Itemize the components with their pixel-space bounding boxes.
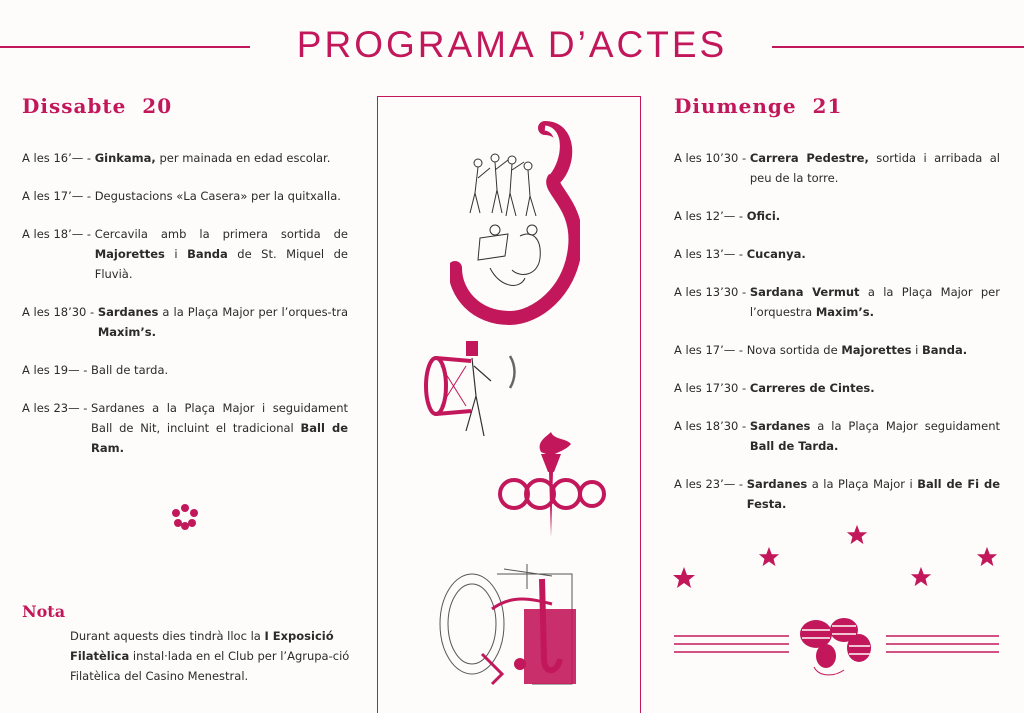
saturday-event-row bbox=[22, 186, 348, 206]
event-description: Sardana Vermut a la Plaça Major per l’orquestra Maxim’s. bbox=[749, 285, 1000, 319]
bold-text: Ginkama, bbox=[94, 151, 156, 165]
event-description: Sardanes a la Plaça Major i Ball de Fi de Festa. bbox=[746, 477, 1000, 511]
event-description bbox=[747, 244, 806, 264]
saturday-event-row bbox=[22, 148, 348, 168]
bold-text: Banda bbox=[187, 247, 228, 261]
dancers-guitar-illustration bbox=[450, 118, 580, 328]
bold-text: Ball de Ram. bbox=[91, 421, 348, 455]
event-description: Ball de tarda. bbox=[91, 363, 169, 377]
day-title-sunday: Diumenge 21 bbox=[674, 94, 843, 118]
nota-text: Durant aquests dies tindrà lloc la I Exposició Filatèlica instal·lada en el Club per l’Agrupa-ció Filatèlica del Casino Menestral. bbox=[70, 629, 350, 683]
sunday-event-row bbox=[674, 148, 1000, 188]
event-description bbox=[747, 206, 780, 226]
sunday-event-row bbox=[674, 340, 1000, 360]
bold-text: Majorettes bbox=[841, 343, 912, 357]
music-instruments-illustration bbox=[432, 564, 582, 694]
event-time: A les 10’30 - bbox=[674, 151, 750, 165]
event-time: A les 17’30 - bbox=[674, 381, 750, 395]
sunday-event-row bbox=[674, 244, 1000, 264]
bold-text: Maxim’s. bbox=[815, 305, 874, 319]
asterisk-flower-icon bbox=[170, 502, 200, 532]
page-title: PROGRAMA D’ACTES bbox=[296, 24, 728, 65]
sunday-event-row bbox=[674, 474, 1000, 514]
sunday-event-row bbox=[674, 416, 1000, 456]
star-icon bbox=[846, 524, 868, 546]
nota-title: Nota bbox=[22, 602, 66, 621]
star-icon bbox=[758, 546, 780, 568]
event-description: Nova sortida de Majorettes i Banda. bbox=[746, 343, 968, 357]
bold-text: Sardanes bbox=[746, 477, 808, 491]
event-time: A les 16’— - bbox=[22, 151, 95, 165]
saturday-event-row bbox=[22, 302, 348, 342]
event-time: A les 17’— - bbox=[22, 189, 95, 203]
sunday-event-row bbox=[674, 206, 1000, 226]
saturday-event-row bbox=[22, 360, 348, 380]
bold-text: Carreres de Cintes. bbox=[749, 381, 875, 395]
event-time: A les 17’— - bbox=[674, 343, 747, 357]
bold-text: Cucanya. bbox=[746, 247, 806, 261]
bold-text: I Exposició Filatèlica bbox=[70, 629, 334, 663]
bold-text: Ofici. bbox=[746, 209, 781, 223]
event-description bbox=[750, 378, 875, 398]
event-description: Cercavila amb la primera sortida de Majorettes i Banda de St. Miquel de Fluvià. bbox=[94, 227, 348, 281]
event-time: A les 18’30 - bbox=[674, 419, 750, 433]
event-time: A les 18’30 - bbox=[22, 305, 98, 319]
lanterns-illustration bbox=[674, 612, 1004, 682]
event-description: Ginkama, per mainada en edad escolar. bbox=[94, 151, 331, 165]
event-time: A les 23’— - bbox=[674, 477, 747, 491]
saturday-events bbox=[22, 148, 348, 476]
bold-text: Ball de Tarda. bbox=[749, 439, 839, 453]
bold-text: Sardanes bbox=[749, 419, 811, 433]
sunday-event-row bbox=[674, 282, 1000, 322]
event-description: Sardanes a la Plaça Major i seguidament Ball de Nit, incluint el tradicional Ball de Ram. bbox=[91, 401, 348, 455]
event-description: Carrera Pedestre, sortida i arribada al peu de la torre. bbox=[749, 151, 1000, 185]
saturday-event-row bbox=[22, 398, 348, 458]
drummer-illustration bbox=[416, 336, 536, 446]
star-icon bbox=[976, 546, 998, 568]
bold-text: Sardanes bbox=[97, 305, 159, 319]
bold-text: Carrera Pedestre, bbox=[749, 151, 869, 165]
bold-text: Majorettes bbox=[94, 247, 165, 261]
event-description: Sardanes a la Plaça Major seguidament Ball de Tarda. bbox=[749, 419, 1000, 453]
event-time: A les 23— - bbox=[22, 401, 92, 415]
star-icon bbox=[672, 566, 696, 590]
saturday-event-row bbox=[22, 224, 348, 284]
sunday-events bbox=[674, 148, 1000, 532]
day-title-saturday: Dissabte 20 bbox=[22, 94, 173, 118]
event-time: A les 19— - bbox=[22, 363, 92, 377]
event-time: A les 13’30 - bbox=[674, 285, 750, 299]
event-time: A les 13’— - bbox=[674, 247, 747, 261]
bold-text: Maxim’s. bbox=[97, 325, 156, 339]
sunday-event-row bbox=[674, 378, 1000, 398]
event-description: Degustacions «La Casera» per la quitxalla. bbox=[94, 189, 341, 203]
event-time: A les 18’— - bbox=[22, 227, 95, 241]
olympic-torch-illustration bbox=[496, 432, 606, 542]
bold-text: Ball de Fi de Festa. bbox=[746, 477, 1000, 511]
star-icon bbox=[910, 566, 932, 588]
bold-text: Sardana Vermut bbox=[749, 285, 860, 299]
bold-text: Banda. bbox=[922, 343, 968, 357]
event-description: Sardanes a la Plaça Major per l’orques-tra Maxim’s. bbox=[97, 305, 348, 339]
event-time: A les 12’— - bbox=[674, 209, 747, 223]
